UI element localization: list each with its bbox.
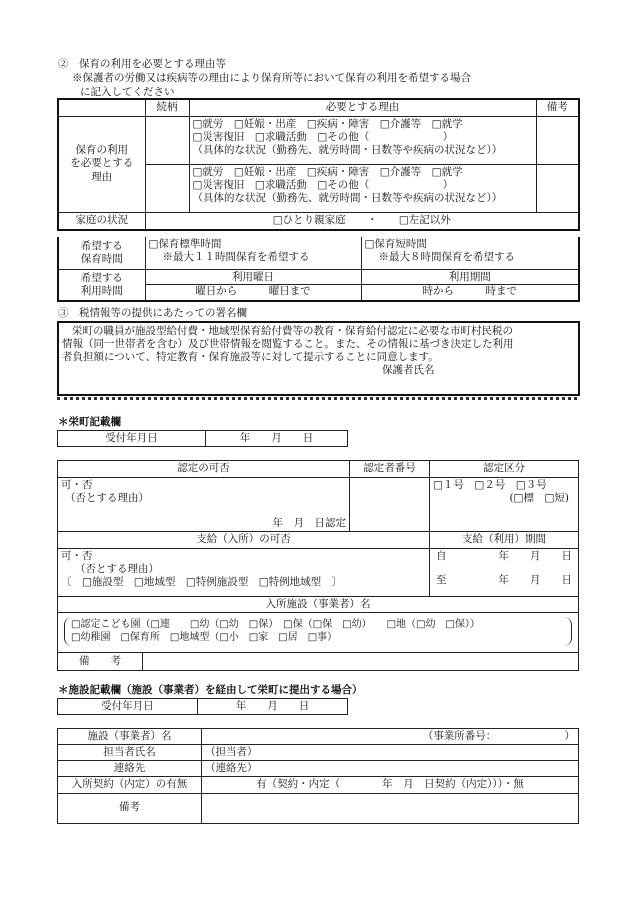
single-parent-checkbox[interactable]: □ひとり親家庭	[272, 214, 346, 227]
facility-receipt-table	[57, 698, 348, 715]
facility-receipt-date[interactable]: 年 月 日	[198, 699, 348, 715]
to-date[interactable]: 年 月 日	[498, 574, 572, 586]
town-receipt-table	[57, 430, 348, 447]
payment-table	[57, 531, 579, 671]
relation-cell-1[interactable]	[145, 116, 189, 164]
family-status-options[interactable]	[145, 212, 579, 230]
town-receipt-date[interactable]: 年 月 日	[206, 431, 348, 447]
to-label: 至	[436, 574, 447, 586]
section2-note: ※保護者の労働又は疾病等の理由により保育所等において保育の利用を希望する場合	[72, 72, 471, 84]
other-family-checkbox[interactable]: □左記以外	[398, 214, 451, 227]
staff-name-field[interactable]: （担当者）	[202, 745, 579, 761]
consent-line2: 情報（同一世帯者を含む）及び世帯情報を閲覧すること。また、その情報に基づき決定した利用	[62, 338, 514, 351]
contract-field[interactable]: 有（契約・内定（ 年 月 日契約（内定）））・無	[202, 777, 579, 793]
remarks-header: 備考	[536, 99, 579, 116]
facility-remarks-label: 備考	[58, 793, 202, 823]
reason-options-2[interactable]: □就労 □妊娠・出産 □疾病・障害 □介護等 □就学 □災害復旧 □求職活動 □その他（ ） （具体的な状況（勤務先、就労時間・日数等や疾病の状況など））	[189, 164, 536, 212]
section2-note-cont: に記入してください	[80, 86, 175, 98]
section2-heading: ② 保育の利用を必要とする理由等	[58, 58, 226, 70]
relation-header: 続柄	[145, 99, 189, 116]
hope-time-table	[57, 237, 580, 302]
need-reason-label: 保育の利用 を必要とする 理由	[58, 116, 145, 212]
facility-type-cell[interactable]: □認定こども園（□連 □幼（□幼 □保） □保（□保 □幼） □地（□幼 □保）） □幼稚園 □保育所 □地域型（□小 □家 □居 □事）	[58, 613, 579, 653]
town-remarks-row[interactable]	[58, 653, 579, 671]
hope-use-label: 希望する 利用時間	[58, 269, 145, 301]
consent-line3: 者負担額について、特定教育・保育施設等に対して提示することに同意します。	[62, 351, 439, 364]
reason-table	[57, 98, 580, 231]
cert-number-header: 認定者番号	[350, 461, 430, 478]
consent-line1: 栄町の職員が施設型給付費・地域型保育給付費等の教育・保育給付認定に必要な市町村民税の	[72, 325, 513, 337]
relation-cell-2[interactable]	[145, 164, 189, 212]
cert-category-header: 認定区分	[430, 461, 579, 478]
facility-info-table	[57, 728, 579, 824]
section3-heading: ③ 税情報等の提供にあたっての署名欄	[58, 307, 247, 319]
reason-options-1[interactable]: □就労 □妊娠・出産 □疾病・障害 □介護等 □就学 □災害復旧 □求職活動 □その他（ ） （具体的な状況（勤務先、就労時間・日数等や疾病の状況など））	[189, 116, 536, 164]
standard-time-option[interactable]: □保育標準時間 ※最大１１時間保育を希望する	[145, 237, 361, 269]
payment-period-cell[interactable]	[430, 549, 579, 597]
facility-name-header: 入所施設（事業者）名	[58, 597, 579, 613]
town-remarks-label: 備 考	[58, 653, 143, 670]
separator-dot: ・	[367, 214, 378, 227]
staff-name-label: 担当者氏名	[58, 745, 202, 761]
remarks-cell-1[interactable]	[536, 116, 579, 164]
certification-table	[57, 460, 579, 532]
facility-remarks-field[interactable]	[202, 793, 579, 823]
payment-period-header: 支給（利用）期間	[430, 532, 579, 549]
from-label: 自	[436, 550, 447, 562]
consent-box	[57, 321, 580, 396]
cert-category-cell[interactable]: □１号 □２号 □３号 (□標 □短)	[430, 478, 579, 532]
facility-receipt-label: 受付年月日	[58, 699, 198, 715]
family-status-label: 家庭の状況	[58, 212, 145, 230]
town-section-heading: ＊栄町記載欄	[58, 416, 121, 428]
guardian-name-label[interactable]: 保護者氏名	[382, 364, 435, 377]
payment-header: 支給（入所）の可否	[58, 532, 430, 549]
use-period-cell[interactable]: 利用期間 時から 時まで	[361, 269, 579, 301]
hope-time-label: 希望する 保育時間	[58, 237, 145, 269]
payment-decision-cell[interactable]: 可・否 （否とする理由） 〔 □施設型 □地域型 □特例施設型 □特例地域型 〕	[58, 549, 430, 597]
use-day-cell[interactable]: 利用曜日 曜日から 曜日まで	[145, 269, 361, 301]
contact-label: 連絡先	[58, 761, 202, 777]
contract-label: 入所契約（内定）の有無	[58, 777, 202, 793]
contact-field[interactable]: （連絡先）	[202, 761, 579, 777]
short-time-option[interactable]: □保育短時間 ※最大８時間保育を希望する	[361, 237, 579, 269]
cert-decision-cell[interactable]: 可・否 （否とする理由） 年 月 日認定	[58, 478, 350, 532]
cut-line	[57, 397, 577, 400]
remarks-cell-2[interactable]	[536, 164, 579, 212]
cert-header: 認定の可否	[58, 461, 350, 478]
facility-section-heading: ＊施設記載欄（施設（事業者）を経由して栄町に提出する場合）	[58, 684, 363, 696]
office-number-field[interactable]: （事業所番号： ）	[202, 729, 579, 745]
cert-number-cell[interactable]	[350, 478, 430, 532]
from-date[interactable]: 年 月 日	[498, 550, 572, 562]
town-receipt-label: 受付年月日	[58, 431, 206, 447]
facility-name-label: 施設（事業者）名	[58, 729, 202, 745]
reason-header: 必要とする理由	[189, 99, 536, 116]
